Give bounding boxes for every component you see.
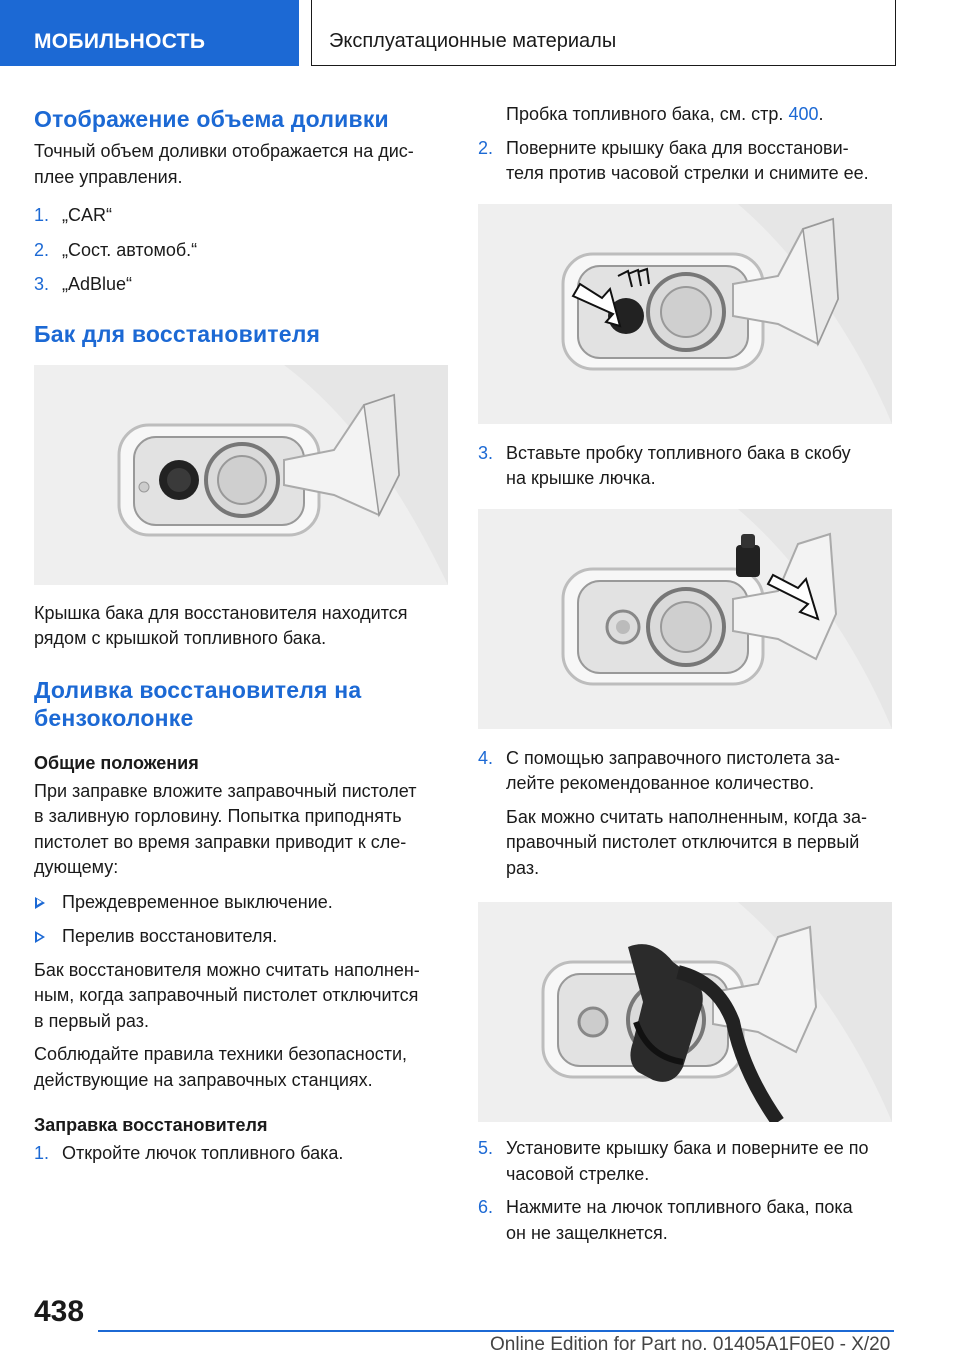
step-number: 3.: [478, 442, 494, 463]
step-text: „Сост. автомоб.“: [62, 239, 198, 260]
footer-divider: [98, 1330, 894, 1332]
step-text-line2: теля против часовой стрелки и снимите ее.: [506, 163, 869, 183]
edition-note: Online Edition for Part no. 01405A1F0E0 - X/20: [490, 1334, 891, 1355]
step-number: 6.: [478, 1197, 494, 1217]
list-item: [478, 136, 890, 187]
image-tank-cap-closed: [34, 365, 448, 585]
paragraph-display-line1: Точный объем доливки отображается на дис-: [34, 141, 414, 161]
step-text-line1: Установите крышку бака и поверните ее по: [506, 1138, 869, 1158]
heading-refill-line1: Доливка восстановителя на: [34, 676, 362, 703]
bullet-list: [34, 890, 448, 950]
step-text: Откройте лючок топливного бака.: [62, 1143, 344, 1163]
paragraph-tank-line1: Крышка бака для восстановителя находится: [34, 602, 408, 623]
left-column: [34, 100, 448, 1167]
list-item-continuation: [478, 102, 890, 128]
step-number: 2.: [478, 137, 494, 158]
list-item: [478, 746, 890, 882]
paragraph-safety-line2: действующие на заправочных станциях.: [34, 1069, 373, 1090]
image-nozzle-filling: [478, 902, 892, 1122]
list-item: [34, 890, 448, 916]
list-item: [34, 238, 448, 264]
paragraph-general-line4: дующему:: [34, 857, 119, 877]
heading-reducing-agent-tank: Бак для восстановителя: [34, 320, 321, 347]
triangle-bullet-icon: [35, 897, 45, 909]
list-item: [478, 441, 890, 492]
step-text-line1: С помощью заправочного пистолета за-: [506, 747, 841, 768]
step-number: 1.: [34, 1143, 50, 1163]
heading-fill-display: Отображение объема доливки: [34, 106, 389, 132]
paragraph-full-line2: ным, когда заправочный пистолет отключится: [34, 985, 419, 1005]
step-note-line3: раз.: [506, 857, 540, 878]
display-steps-list: [34, 203, 448, 298]
list-item: [34, 203, 448, 229]
triangle-bullet-icon: [35, 931, 45, 943]
subheading-filling: Заправка восстановителя: [34, 1115, 268, 1135]
subheading-general: Общие положения: [34, 752, 199, 773]
step-text-line1: Вставьте пробку топливного бака в скобу: [506, 442, 851, 463]
image-cap-in-holder: [478, 509, 892, 729]
paragraph-display-line2: плее управления.: [34, 166, 183, 187]
list-item: [34, 1141, 448, 1167]
list-item: [478, 1136, 890, 1187]
step-text-line1: Нажмите на лючок топливного бака, пока: [506, 1197, 853, 1217]
paragraph-safety-line1: Соблюдайте правила техники безопасности,: [34, 1044, 408, 1064]
continuation-dot: .: [818, 104, 824, 124]
paragraph-general-line3: пистолет во время заправки приводит к сле-: [34, 831, 407, 852]
step-text-line2: часовой стрелке.: [506, 1163, 650, 1184]
step-number: 3.: [34, 274, 50, 294]
step-text: „CAR“: [62, 205, 112, 225]
paragraph-full-line3: в первый раз.: [34, 1010, 149, 1031]
step-number: 4.: [478, 747, 494, 768]
step-number: 1.: [34, 205, 50, 225]
bullet-text: Перелив восстановителя.: [62, 926, 278, 946]
page-number: 438: [34, 1295, 85, 1328]
image-remove-cap: [478, 204, 892, 424]
bullet-text: Преждевременное выключение.: [62, 891, 333, 912]
step-number: 2.: [34, 239, 50, 260]
heading-refill-line2: бензоколонке: [34, 704, 194, 731]
paragraph-full-line1: Бак восстановителя можно считать наполнен-: [34, 959, 420, 980]
right-column: [478, 100, 890, 1246]
step-note-line2: правочный пистолет отключится в первый: [506, 832, 860, 852]
step-note-line1: Бак можно считать наполненным, когда за-: [506, 806, 867, 827]
continuation-text: Пробка топливного бака, см. стр.: [506, 104, 789, 124]
chapter-title: Эксплуатационные материалы: [311, 0, 896, 66]
step-text: „AdBlue“: [62, 274, 133, 294]
list-item: [34, 272, 448, 298]
page-header: [0, 0, 960, 66]
list-item: [34, 924, 448, 950]
step-text-line2: он не защелкнется.: [506, 1222, 668, 1243]
page-link[interactable]: 400: [788, 104, 819, 124]
list-item: [478, 1195, 890, 1246]
section-tab[interactable]: МОБИЛЬНОСТЬ: [0, 0, 299, 66]
paragraph-general-line2: в заливную горловину. Попытка приподнять: [34, 806, 402, 826]
step-text-line2: на крышке лючка.: [506, 468, 656, 488]
paragraph-general-line1: При заправке вложите заправочный пистолет: [34, 780, 417, 801]
step-text-line1: Поверните крышку бака для восстанови-: [506, 137, 849, 158]
step-number: 5.: [478, 1138, 494, 1158]
step-text-line2: лейте рекомендованное количество.: [506, 773, 815, 793]
paragraph-tank-line2: рядом с крышкой топливного бака.: [34, 628, 327, 648]
